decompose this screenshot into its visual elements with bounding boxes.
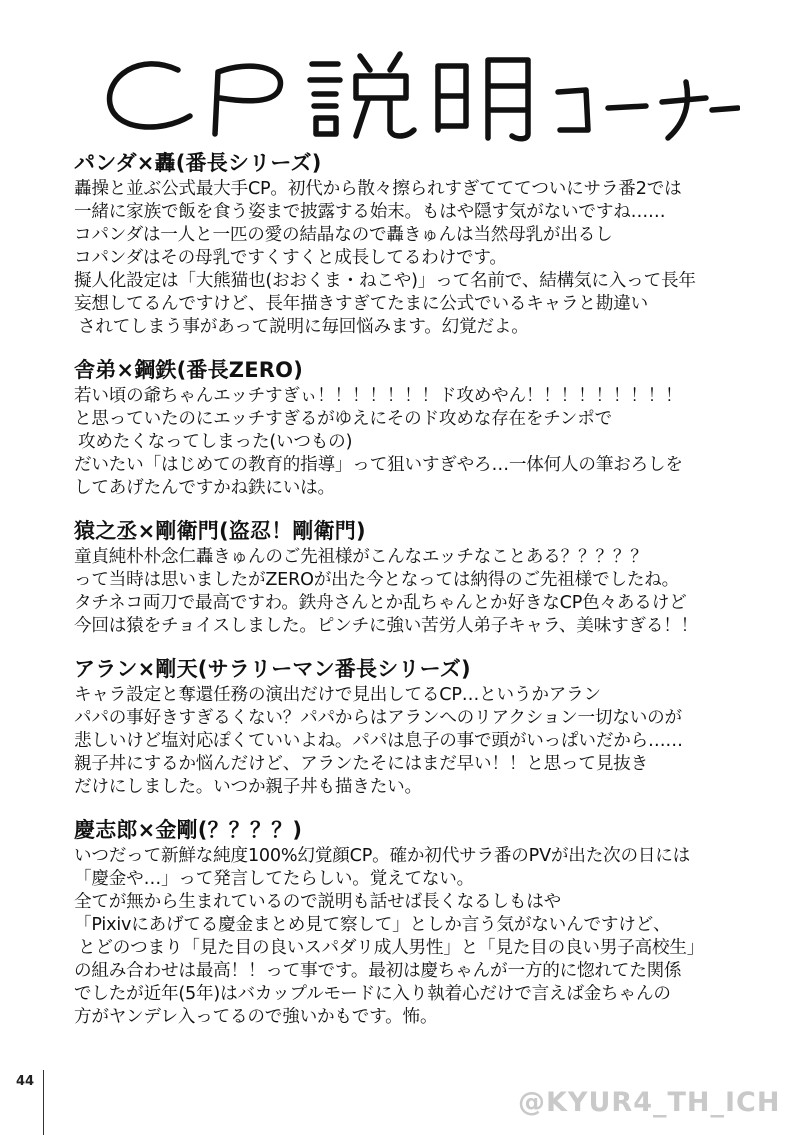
section-line: でしたが近年(5年)はバカップルモードに入り執着心だけで言えば金ちゃんの [74,984,671,1004]
section-line: パパの事好きすぎるくない？パパからはアランへのリアクション一切ないのが [74,708,682,728]
watermark: @KYUR4_TH_ICH [518,1087,781,1118]
section-line: いつだって新鮮な純度100%幻覚顔CP。確か初代サラ番のPVが出た次の日には [74,846,691,866]
section-line: 悲しいけど塩対応ぽくていいよね。パパは息子の事で頭がいっぱいだから…… [74,731,683,751]
section-keishirou-kongou [74,817,774,1029]
section-line: とどのつまり「見た目の良いスパダリ成人男性」と「見た目の良い男子高校生」 [78,938,705,958]
section-heading: 舎弟×鋼鉄(番長ZERO) [74,358,303,382]
section-line: だいたい「はじめての教育的指導」って狙いすぎやろ…一体何人の筆おろしを [74,455,683,475]
section-line: 擬人化設定は「大熊猫也(おおくま・ねこや)」って名前で、結構気に入って長年 [74,271,696,291]
section-line: って当時は思いましたがZEROが出た今となっては納得のご先祖様でしたね。 [74,570,680,590]
section-heading: 慶志郎×金剛(？？？？) [74,818,303,842]
section-line: 「慶金や…」って発言してたらしい。覚えてない。 [74,869,475,889]
section-shatei-koutetsu [74,357,774,500]
page-title [100,42,740,142]
section-line: 攻めたくなってしまった(いつもの) [78,432,353,452]
section-line: だけにしました。いつか親子丼も描きたい。 [74,777,422,797]
section-line: 若い頃の爺ちゃんエッチすぎぃ！！！！！！！ド攻めやん！！！！！！！！！ [74,386,683,406]
cp-sections [74,150,774,1047]
section-sarunojou-goemon [74,518,774,638]
handwritten-title-lettering [100,42,740,142]
section-panda-todoroki [74,150,774,339]
margin-rule [43,1070,44,1135]
section-line: と思っていたのにエッチすぎるがゆえにそのド攻めな存在をチンポで [74,409,612,429]
section-alan-gouten [74,656,774,799]
section-line: 轟操と並ぶ公式最大手CP。初代から散々擦られすぎてててついにサラ番2では [74,179,682,199]
section-line: 一緒に家族で飯を食う姿まで披露する始末。もはや隠す気がないですね…… [74,202,666,222]
section-line: タチネコ両刀で最高ですわ。鉄舟さんとか乱ちゃんとか好きなCP色々あるけど [74,593,687,613]
section-line: されてしまう事があって説明に毎回悩みます。幻覚だよ。 [78,317,529,337]
section-line: 童貞純朴朴念仁轟きゅんのご先祖様がこんなエッチなことある？？？？？ [74,547,648,567]
section-line: してあげたんですかね鉄にいは。 [74,478,335,498]
section-line: キャラ設定と奪還任務の演出だけで見出してるCP…というかアラン [74,685,601,705]
section-heading: 猿之丞×剛衛門(盗忍！剛衛門) [74,519,366,543]
section-heading: アラン×剛天(サラリーマン番長シリーズ) [74,657,471,681]
page-number: 44 [16,1074,35,1089]
section-line: 今回は猿をチョイスしました。ピンチに強い苦労人弟子キャラ、美味すぎる！！ [74,616,699,636]
section-heading: パンダ×轟(番長シリーズ) [74,151,322,175]
section-line: コパンダは一人と一匹の愛の結晶なので轟きゅんは当然母乳が出るし [74,225,613,245]
section-line: 方がヤンデレ入ってるので強いかもです。怖。 [74,1007,438,1027]
section-line: 全てが無から生まれているので説明も話せば長くなるしもはや [74,892,562,912]
section-line: 親子丼にするか悩んだけど、アランたそにはまだ早い！！と思って見抜き [74,754,648,774]
section-line: 妄想してるんですけど、長年描きすぎてたまに公式でいるキャラと勘違い [74,294,648,314]
section-line: コパンダはその母乳ですくすくと成長してるわけです。 [74,248,507,268]
section-line: の組み合わせは最高！！って事です。最初は慶ちゃんが一方的に惚れてた関係 [74,961,682,981]
section-line: 「Pixivにあげてる慶金まとめ見て察して」としか言う気がないんですけど、 [74,915,671,935]
